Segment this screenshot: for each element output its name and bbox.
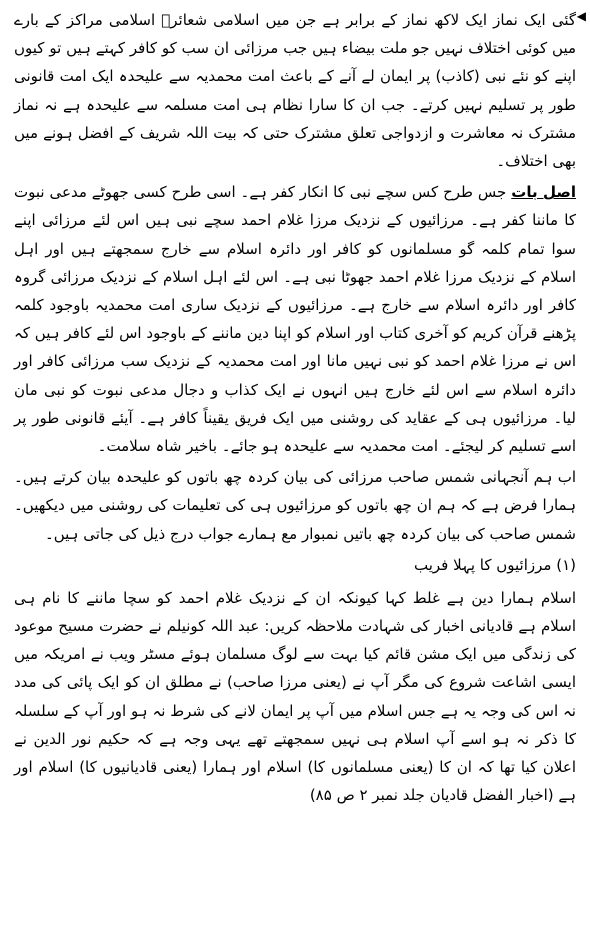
paragraph-4 [14,584,576,810]
paragraph-3-text: اب ہم آنجہانی شمس صاحب مرزائی کی بیان کردہ چھ باتوں کو علیحدہ بیان کرتے ہیں۔ ہمارا فرض ہے کہ ہم ان چھ باتوں کو مرزائیوں ہی کی تعلیمات کی روشنی میں دیکھیں۔ شمس صاحب کی بیان کردہ چھ باتیں نمبوار مع ہمارے جواب درج ذیل کی جاتی ہیں۔ [14,468,576,543]
paragraph-2-text: جس طرح کس سچے نبی کا انکار کفر ہے۔ اسی طرح کسی جھوٹے مدعی نبوت کا ماننا کفر ہے۔ مرزائیوں کے نزدیک مرزا غلام احمد سچے نبی ہیں اس لئے مرزائی اپنے سوا تمام کلمہ گو مسلمانوں کو کافر اور دائرہ اسلام سے خارج سمجھتے ہیں اور اہل اسلام کے نزدیک مرزا غلام احمد جھوٹا نبی ہے۔ اس لئے اہل اسلام کے نزدیک مرزائی گروہ کافر اور دائرہ اسلام سے خارج ہے۔ مرزائیوں کے نزدیک ساری امت محمدیہ باوجود کلمہ پڑھنے قرآن کریم کو آخری کتاب اور اسلام کو اپنا دین ماننے کے باوجود اس لئے کافر ہیں کہ اس نے مرزا غلام احمد کو نبی نہیں مانا اور امت محمدیہ کے نزدیک سب مرزائی کافر اور دائرہ اسلام سے اس لئے خارج ہیں انہوں نے ایک کذاب و دجال مدعی نبوت کو نبی مان لیا۔ مرزائیوں ہی کے عقاید کی روشنی میں ایک فریق یقیناً کافر ہے۔ آیئے قانونی طور پر اسے تسلیم کر لیجئے۔ امت محمدیہ سے علیحدہ ہو جائے۔ باخیر شاہ سلامت۔ [14,183,576,456]
paragraph-1-text: گئی ایک نماز ایک لاکھ نماز کے برابر ہے جن میں اسلامی شعائرؑ اسلامی مراکز کے بارے میں کوئی اختلاف نہیں جو ملت بیضاء ہیں جب مرزائی ان سب کو کافر کہتے ہیں تو کیوں اپنے کو نئے نبی (کاذب) پر ایمان لے آنے کے باعث امت محمدیہ سے علیحدہ ایک امت قانونی طور پر تسلیم نہیں کرتے۔ جب ان کا سارا نظام ہی امت مسلمہ سے علیحدہ ہے نہ نماز مشترک نہ معاشرت و ازدواجی تعلق مشترک حتی کہ بیت اللہ شریف کے افضل ہونے میں بھی اختلاف۔ [14,11,576,171]
corner-arrow-icon: ◀ [576,9,586,23]
paragraph-4-text: اسلام ہمارا دین ہے غلط کہا کیونکہ ان کے نزدیک غلام احمد کو سچا ماننے کا نام ہی اسلام ہے قادیانی اخبار کی شہادت ملاحظہ کریں: عبد اللہ کونیلم نے حضرت مسیح موعود کی زندگی میں ایک مشن قائم کیا بہت سے لوگ مسلمان ہوئے مسٹر ویب نے امریکہ میں ایسی اشاعت شروع کی مگر آپ نے (یعنی مرزا صاحب) نے مطلق ان کو ایک پائی کی مدد نہ اس کی وجہ یہ ہے جس اسلام میں آپ پر ایمان لانے کی شرط نہ ہو اور آپ کے سلسلہ کا ذکر نہ ہو اسے آپ اسلام ہی نہیں سمجھتے تھے یہی وجہ ہے کہ حکیم نور الدین نے اعلان کیا تھا کہ ان کا (یعنی مسلمانوں کا) اسلام اور ہمارا (یعنی قادیانیوں کا) اسلام اور ہے (اخبار الفضل قادیان جلد نمبر ۲ ص ۸۵) [14,588,576,805]
section-heading: (۱) مرزائیوں کا پہلا فریب [413,555,576,574]
paragraph-2 [14,178,576,460]
paragraph-3 [14,463,576,548]
paragraph-2-lead: اصل بات [511,183,576,202]
paragraph-1 [14,6,576,175]
